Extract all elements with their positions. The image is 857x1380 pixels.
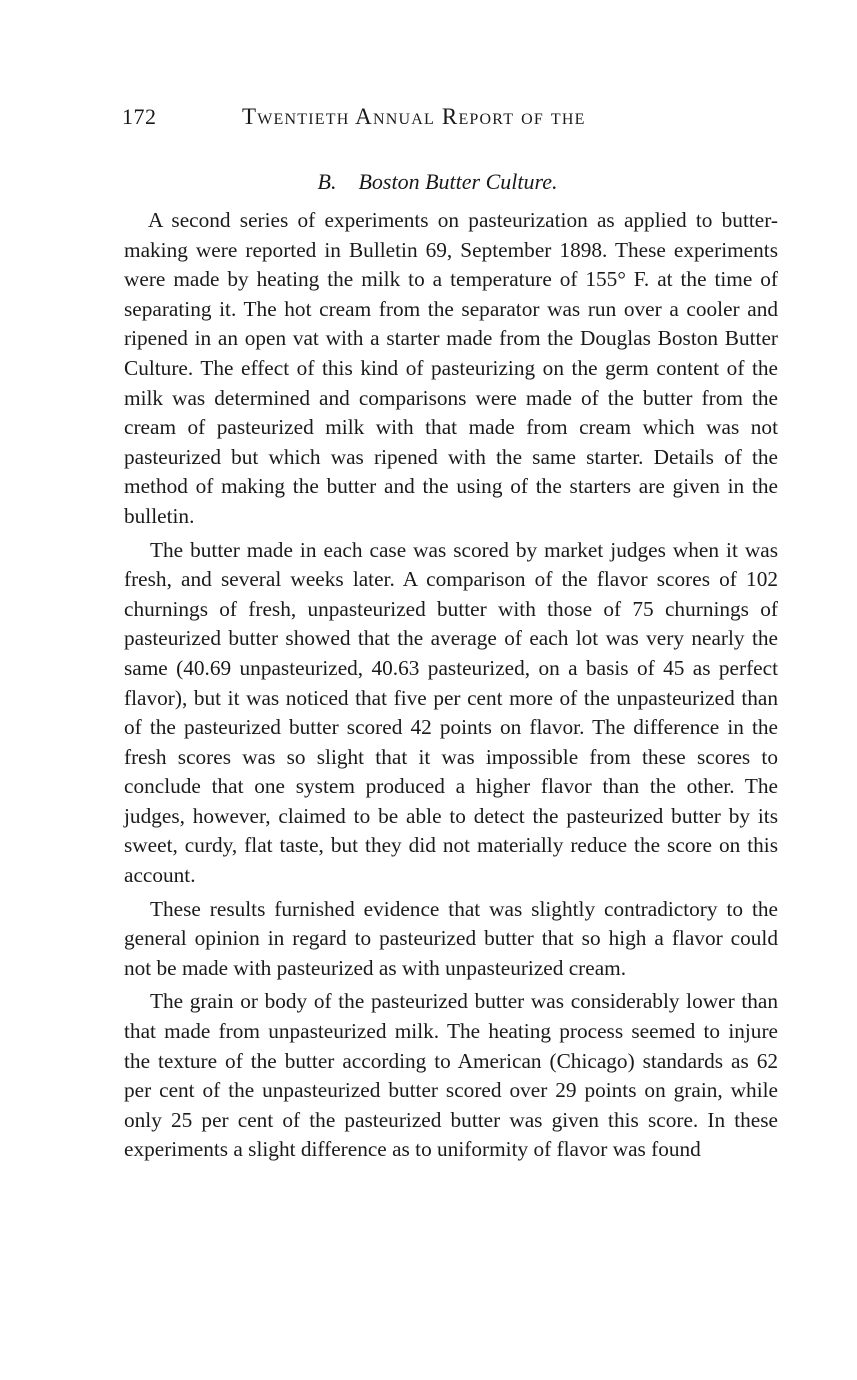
running-head-title: Twentieth Annual Report of the xyxy=(242,104,586,129)
paragraph-4: The grain or body of the pasteurized butter was considerably lower than that made from unpasteurized milk. The heating process seemed to injure the texture of the butter according to American (Chicago) standards as 62 per cent of the unpasteurized butter scored over 29 points on grain, while only 25 per cent of the pasteurized butter was given this score. In these experiments a slight difference as to uniformity of flavor was found xyxy=(124,989,778,1162)
page-number: 172 xyxy=(122,104,157,129)
paragraph-3: These results furnished evidence that was slightly contradictory to the general opinion in regard to pasteurized butter that so high a flavor could not be made with pasteurized as with unpasteurized cream. xyxy=(124,896,778,980)
paragraph-1: A second series of experiments on pasteurization as applied to butter-making were reported in Bulletin 69, September 1898. These experiments were made by heating the milk to a temperature of 155° F. at the time of separating it. The hot cream from the separator was run over a cooler and ripened in an open vat with a starter made from the Douglas Boston Butter Culture. The effect of this kind of pasteurizing on the germ content of the milk was determined and comparisons were made of the butter from the cream of pasteurized milk with that made from cream which was not pasteurized but which was ripened with the same starter. Details of the method of making the butter and the using of the starters are given in the bulletin. xyxy=(124,208,778,528)
body-text xyxy=(124,206,778,1169)
paragraph-2: The butter made in each case was scored by market judges when it was fresh, and several weeks later. A comparison of the flavor scores of 102 churnings of fresh, unpasteurized butter with those of 75 churnings of pasteurized butter showed that the average of each lot was very nearly the same (40.69 unpasteurized, 40.63 pasteurized, on a basis of 45 as perfect flavor), but it was noticed that five per cent more of the unpasteurized than of the pasteurized butter scored 42 points on flavor. The difference in the fresh scores was so slight that it was impossible from these scores to conclude that one system produced a higher flavor than the other. The judges, however, claimed to be able to detect the pasteurized butter by its sweet, curdy, flat taste, but they did not materially reduce the score on this account. xyxy=(124,537,778,888)
running-head xyxy=(122,100,782,134)
section-heading xyxy=(0,166,857,198)
section-letter: B. xyxy=(317,169,337,194)
section-title: Boston Butter Culture. xyxy=(358,169,558,194)
